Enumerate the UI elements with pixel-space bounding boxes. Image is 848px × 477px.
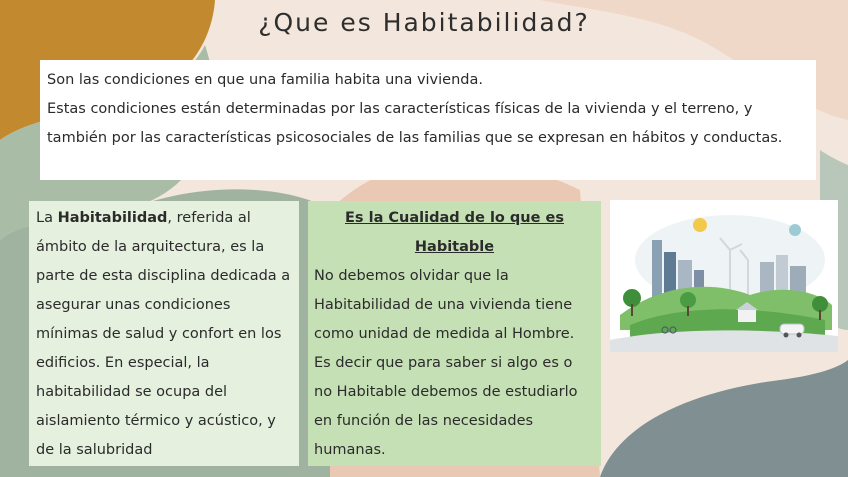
definition-text: , referida al ámbito de la arquitectura, es la parte de esta disciplina dedicada a asegurar unas condiciones mínimas de salud y confort en los edificios. En especial, la habitabilidad se ocupa del aislamiento térmico y acústico, y de la salubridad	[36, 210, 291, 458]
intro-box	[40, 60, 816, 180]
definition-keyword: Habitabilidad	[57, 210, 168, 226]
intro-line-1: Son las condiciones en que una familia habita una vivienda.	[47, 72, 483, 88]
city-illustration-icon	[610, 200, 838, 352]
green-city-illustration	[610, 200, 838, 352]
intro-line-2: Estas condiciones están determinadas por las características físicas de la vivienda y el terreno, y también por las características psicosociales de las familias que se expresan en hábitos y conductas.	[47, 101, 783, 146]
quality-text: No debemos olvidar que la Habitabilidad de una vivienda tiene como unidad de medida al Hombre. Es decir que para saber si algo es o no Habitable debemos de estudiarlo en función de las necesidades humanas.	[314, 268, 578, 458]
quality-box	[308, 201, 601, 466]
definition-prefix: La	[36, 210, 58, 226]
definition-box	[29, 201, 299, 466]
page-title: ¿Que es Habitabilidad?	[258, 8, 590, 37]
quality-heading: Es la Cualidad de lo que es Habitable	[345, 210, 564, 255]
